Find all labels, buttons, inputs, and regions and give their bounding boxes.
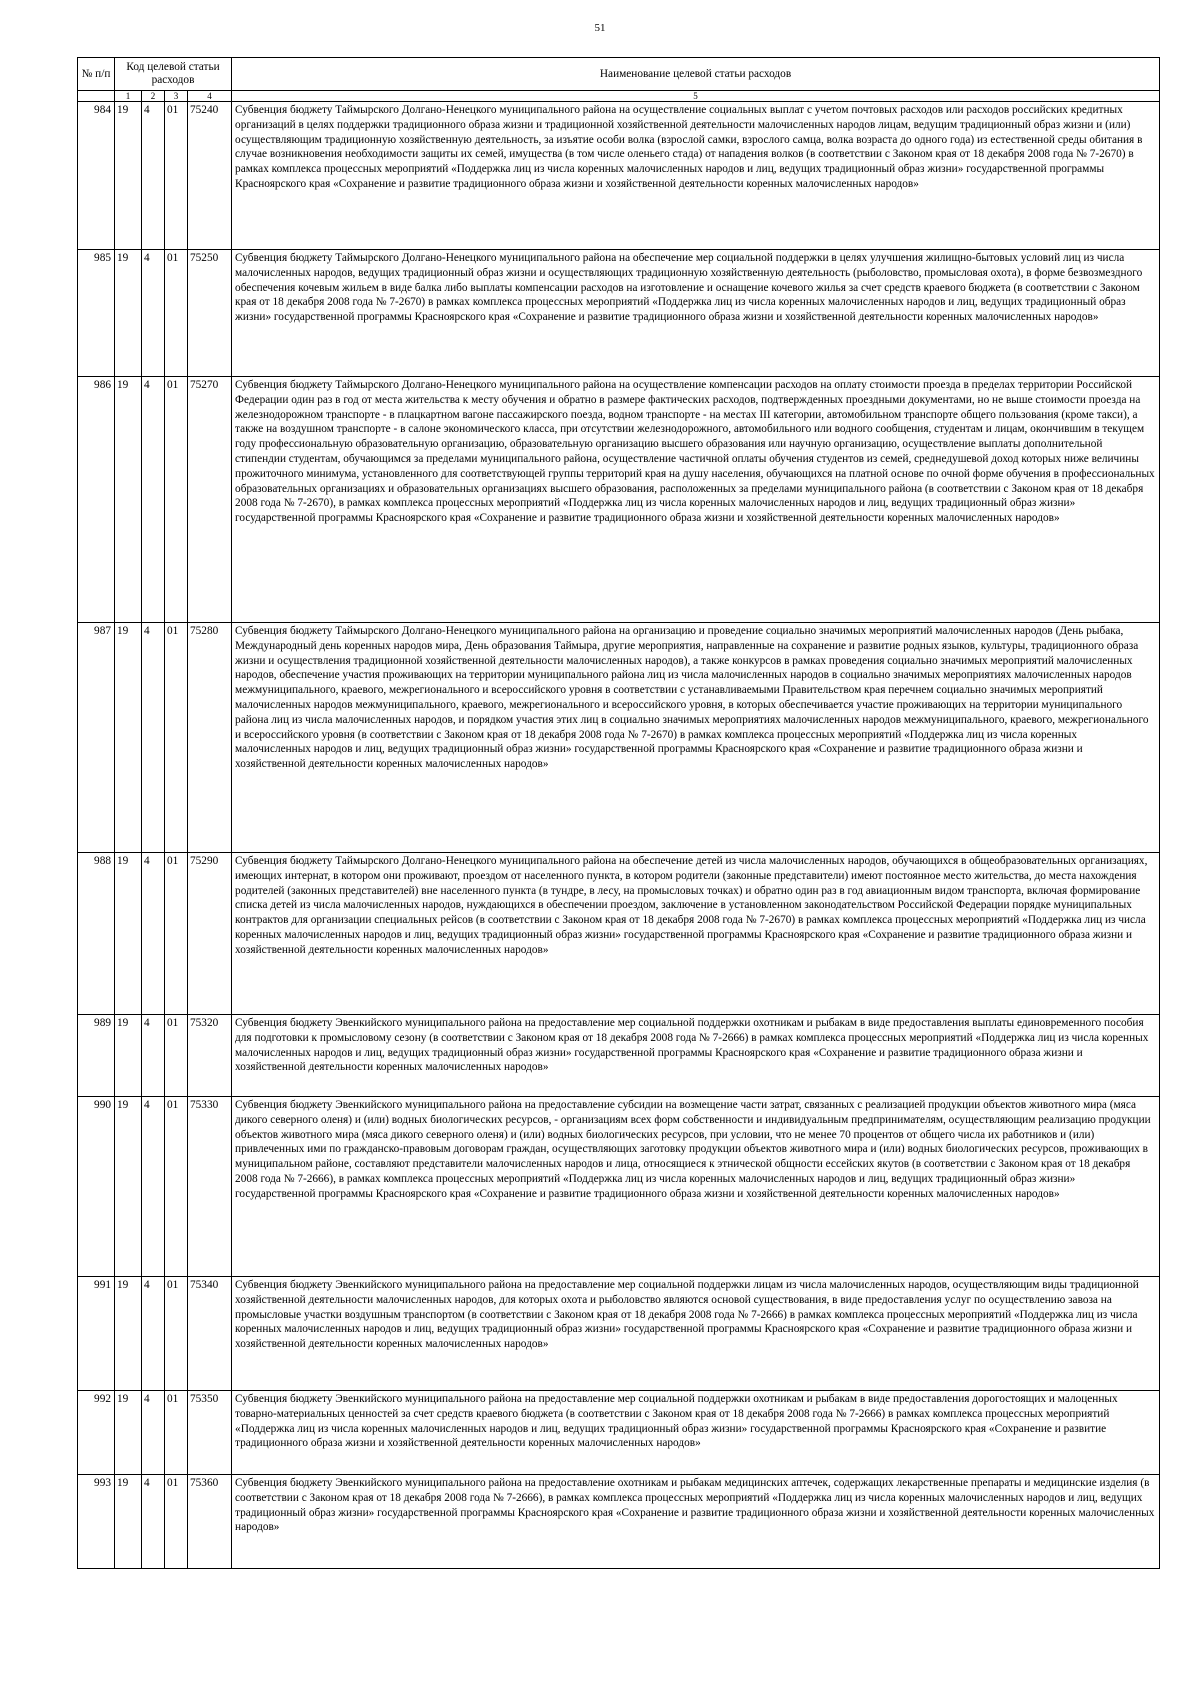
row-number: 987	[78, 623, 115, 853]
row-number: 993	[78, 1475, 115, 1569]
code-program: 19	[115, 1391, 142, 1475]
code-complex: 01	[165, 250, 188, 377]
table-row	[78, 623, 1160, 853]
header-code: Код целевой статьи расходов	[115, 58, 232, 91]
code-type: 4	[142, 1097, 165, 1277]
expense-name: Субвенция бюджету Таймырского Долгано-Ненецкого муниципального района на осуществление социальных выплат с учетом почтовых расходов или расходов российских кредитных организаций в целях поддержки традиционного образа жизни и традиционной хозяйственной деятельности малочисленных народов лицам, ведущим традиционный образ жизни и (или) осуществляющим традиционную хозяйственную деятельность, за изъятие особи волка (взрослой самки, взрослого самца, волка возраста до одного года) из естественной среды обитания в случае возникновения необходимости защиты их семей, имущества (в том числе оленьего стада) от нападения волков (в соответствии с Законом края от 18 декабря 2008 года № 7-2670) в рамках комплекса процессных мероприятий «Поддержка лиц из числа коренных малочисленных народов и лиц, ведущих традиционный образ жизни» государственной программы Красноярского края «Сохранение и развитие традиционного образа жизни и хозяйственной деятельности коренных малочисленных народов»	[232, 102, 1160, 250]
expense-name: Субвенция бюджету Эвенкийского муниципального района на предоставление охотникам и рыбакам медицинских аптечек, содержащих лекарственные препараты и медицинские изделия (в соответствии с Законом края от 18 декабря 2008 года № 7-2666), в рамках комплекса процессных мероприятий «Поддержка лиц из числа коренных малочисленных народов и лиц, ведущих традиционный образ жизни» государственной программы Красноярского края «Сохранение и развитие традиционного образа жизни и хозяйственной деятельности коренных малочисленных народов»	[232, 1475, 1160, 1569]
expense-name: Субвенция бюджету Таймырского Долгано-Ненецкого муниципального района на организацию и проведение социально значимых мероприятий малочисленных народов (День рыбака, Международный день коренных народов мира, День образования Таймыра, другие мероприятия, направленные на сохранение и развитие родных языков, культуры, традиционного образа жизни и осуществления традиционной хозяйственной деятельности малочисленных народов), а также конкурсов в рамках проведения социально значимых мероприятий малочисленных народов, обеспечение участия проживающих на территории муниципального района лиц из числа малочисленных народов в социально значимых мероприятиях малочисленных народов межмуниципального, краевого, межрегионального и всероссийского уровня в соответствии с устанавливаемыми Правительством края перечнем социально значимых мероприятий малочисленных народов межмуниципального, краевого, межрегионального и всероссийского уровня, в которых обеспечивается участие проживающих на территории муниципального района лиц из числа малочисленных народов, и порядком участия этих лиц в социально значимых мероприятиях малочисленных народов межмуниципального, краевого, межрегионального и всероссийского уровня (в соответствии с Законом края от 18 декабря 2008 года № 7-2670) в рамках комплекса процессных мероприятий «Поддержка лиц из числа коренных малочисленных народов и лиц, ведущих традиционный образ жизни» государственной программы Красноярского края «Сохранение и развитие традиционного образа жизни и хозяйственной деятельности коренных малочисленных народов»	[232, 623, 1160, 853]
code-direction: 75250	[188, 250, 232, 377]
budget-table	[77, 57, 1160, 1569]
code-program: 19	[115, 1097, 142, 1277]
code-direction: 75350	[188, 1391, 232, 1475]
code-direction: 75320	[188, 1015, 232, 1097]
column-numbers-row	[78, 91, 1160, 102]
code-complex: 01	[165, 1015, 188, 1097]
row-number: 988	[78, 853, 115, 1015]
code-direction: 75340	[188, 1277, 232, 1391]
code-direction: 75290	[188, 853, 232, 1015]
code-program: 19	[115, 853, 142, 1015]
table-row	[78, 1475, 1160, 1569]
header-num: № п/п	[78, 58, 115, 91]
table-row	[78, 1391, 1160, 1475]
expense-name: Субвенция бюджету Таймырского Долгано-Ненецкого муниципального района на обеспечение детей из числа малочисленных народов, обучающихся в общеобразовательных организациях, имеющих интернат, в котором они проживают, проездом от населенного пункта, в котором родители (законные представители) имеют постоянное место жительства, до места нахождения родителей (законных представителей) вне населенного пункта (в тундре, в лесу, на промысловых точках) и обратно один раз в год авиационным видом транспорта, включая формирование списка детей из числа малочисленных народов, нуждающихся в обеспечении проездом, заключение в установленном законодательством Российской Федерации порядке муниципальных контрактов для организации специальных рейсов (в соответствии с Законом края от 18 декабря 2008 года № 7-2670) в рамках комплекса процессных мероприятий «Поддержка лиц из числа коренных малочисленных народов и лиц, ведущих традиционный образ жизни» государственной программы Красноярского края «Сохранение и развитие традиционного образа жизни и хозяйственной деятельности коренных малочисленных народов»	[232, 853, 1160, 1015]
expense-name: Субвенция бюджету Таймырского Долгано-Ненецкого муниципального района на обеспечение мер социальной поддержки в целях улучшения жилищно-бытовых условий лиц из числа малочисленных народов, ведущих традиционный образ жизни и осуществляющих традиционную хозяйственную деятельность (рыболовство, промысловая охота), в форме безвозмездного обеспечения кочевым жильем в виде балка либо выплаты компенсации расходов на изготовление и оснащение кочевого жилья за счет средств краевого бюджета (в соответствии с Законом края от 18 декабря 2008 года № 7-2670) в рамках комплекса процессных мероприятий «Поддержка лиц из числа коренных малочисленных народов и лиц, ведущих традиционный образ жизни» государственной программы Красноярского края «Сохранение и развитие традиционного образа жизни и хозяйственной деятельности коренных малочисленных народов»	[232, 250, 1160, 377]
code-program: 19	[115, 1475, 142, 1569]
table-row	[78, 377, 1160, 623]
table-row	[78, 853, 1160, 1015]
column-number: 2	[142, 91, 165, 102]
page-number: 51	[594, 22, 606, 34]
code-type: 4	[142, 623, 165, 853]
code-program: 19	[115, 102, 142, 250]
row-number: 984	[78, 102, 115, 250]
row-number: 989	[78, 1015, 115, 1097]
code-program: 19	[115, 377, 142, 623]
code-type: 4	[142, 377, 165, 623]
table-row	[78, 1277, 1160, 1391]
code-type: 4	[142, 102, 165, 250]
code-program: 19	[115, 1277, 142, 1391]
table-row	[78, 1097, 1160, 1277]
code-complex: 01	[165, 853, 188, 1015]
table-row	[78, 1015, 1160, 1097]
code-direction: 75360	[188, 1475, 232, 1569]
row-number: 985	[78, 250, 115, 377]
column-number: 4	[188, 91, 232, 102]
code-direction: 75330	[188, 1097, 232, 1277]
code-direction: 75270	[188, 377, 232, 623]
code-type: 4	[142, 250, 165, 377]
expense-name: Субвенция бюджету Эвенкийского муниципального района на предоставление мер социальной поддержки охотникам и рыбакам в виде предоставления дорогостоящих и малоценных товарно-материальных ценностей за счет средств краевого бюджета (в соответствии с Законом края от 18 декабря 2008 года № 7-2666) в рамках комплекса процессных мероприятий «Поддержка лиц из числа коренных малочисленных народов и лиц, ведущих традиционный образ жизни» государственной программы Красноярского края «Сохранение и развитие традиционного образа жизни и хозяйственной деятельности коренных малочисленных народов»	[232, 1391, 1160, 1475]
code-complex: 01	[165, 623, 188, 853]
row-number: 990	[78, 1097, 115, 1277]
code-type: 4	[142, 1015, 165, 1097]
column-number: 1	[115, 91, 142, 102]
column-number: 3	[165, 91, 188, 102]
row-number: 986	[78, 377, 115, 623]
row-number: 992	[78, 1391, 115, 1475]
column-number: 5	[232, 91, 1160, 102]
code-type: 4	[142, 1277, 165, 1391]
code-program: 19	[115, 250, 142, 377]
expense-name: Субвенция бюджету Эвенкийского муниципального района на предоставление субсидии на возмещение части затрат, связанных с реализацией продукции объектов животного мира (мяса дикого северного оленя) и (или) водных биологических ресурсов, - организациям всех форм собственности и индивидуальным предпринимателям, осуществляющим реализацию продукции объектов животного мира (мяса дикого северного оленя) и (или) водных биологических ресурсов, при условии, что не менее 70 процентов от общего числа их работников и (или) привлеченных ими по гражданско-правовым договорам граждан, осуществляющих заготовку продукции объектов животного мира и (или) водных биологических ресурсов, проживающих в муниципальном районе, составляют представители малочисленных народов и лица, относящиеся к этнической общности ессейских якутов (в соответствии с Законом края от 18 декабря 2008 года № 7-2666), в рамках комплекса процессных мероприятий «Поддержка лиц из числа коренных малочисленных народов и лиц, ведущих традиционный образ жизни» государственной программы Красноярского края «Сохранение и развитие традиционного образа жизни и хозяйственной деятельности коренных малочисленных народов»	[232, 1097, 1160, 1277]
row-number: 991	[78, 1277, 115, 1391]
header-name: Наименование целевой статьи расходов	[232, 58, 1160, 91]
expense-name: Субвенция бюджету Таймырского Долгано-Ненецкого муниципального района на осуществление компенсации расходов на оплату стоимости проезда в пределах территории Российской Федерации один раз в год от места жительства к месту обучения и обратно в размере фактических расходов, подтвержденных проездными документами, но не выше стоимости проезда на железнодорожном транспорте - в плацкартном вагоне пассажирского поезда, водном транспорте - на местах III категории, автомобильном транспорте общего пользования (кроме такси), а также на воздушном транспорте - в салоне экономического класса, при отсутствии железнодорожного, автомобильного или водного сообщения, студентам и лицам, окончившим в текущем году профессиональную образовательную организацию, образовательную организацию высшего образования или научную организацию, осуществление выплаты дополнительной стипендии студентам, обучающимся за пределами муниципального района, осуществление частичной оплаты обучения студентов из семей, среднедушевой доход которых ниже величины прожиточного минимума, установленного для соответствующей группы территорий края на душу населения, обучающихся на платной основе по очной форме обучения в профессиональных образовательных организациях и образовательных организациях высшего образования, расположенных за пределами муниципального района (в соответствии с Законом края от 18 декабря 2008 года № 7-2670), в рамках комплекса процессных мероприятий «Поддержка лиц из числа коренных малочисленных народов и лиц, ведущих традиционный образ жизни» государственной программы Красноярского края «Сохранение и развитие традиционного образа жизни и хозяйственной деятельности коренных малочисленных народов»	[232, 377, 1160, 623]
code-program: 19	[115, 623, 142, 853]
code-complex: 01	[165, 377, 188, 623]
code-complex: 01	[165, 1277, 188, 1391]
code-type: 4	[142, 1475, 165, 1569]
code-complex: 01	[165, 1097, 188, 1277]
code-type: 4	[142, 1391, 165, 1475]
code-type: 4	[142, 853, 165, 1015]
code-direction: 75240	[188, 102, 232, 250]
table-row	[78, 102, 1160, 250]
expense-name: Субвенция бюджету Эвенкийского муниципального района на предоставление мер социальной поддержки охотникам и рыбакам в виде предоставления выплаты единовременного пособия для подготовки к промысловому сезону (в соответствии с Законом края от 18 декабря 2008 года № 7-2666) в рамках комплекса процессных мероприятий «Поддержка лиц из числа коренных малочисленных народов и лиц, ведущих традиционный образ жизни» государственной программы Красноярского края «Сохранение и развитие традиционного образа жизни и хозяйственной деятельности коренных малочисленных народов»	[232, 1015, 1160, 1097]
expense-name: Субвенция бюджету Эвенкийского муниципального района на предоставление мер социальной поддержки лицам из числа малочисленных народов, осуществляющим виды традиционной хозяйственной деятельности малочисленных народов, для которых охота и рыболовство являются основой существования, в виде предоставления услуг по осуществлению завоза на промысловые участки воздушным транспортом (в соответствии с Законом края от 18 декабря 2008 года № 7-2666) в рамках комплекса процессных мероприятий «Поддержка лиц из числа коренных малочисленных народов и лиц, ведущих традиционный образ жизни» государственной программы Красноярского края «Сохранение и развитие традиционного образа жизни и хозяйственной деятельности коренных малочисленных народов»	[232, 1277, 1160, 1391]
column-number-blank	[78, 91, 115, 102]
code-complex: 01	[165, 1475, 188, 1569]
code-complex: 01	[165, 102, 188, 250]
code-complex: 01	[165, 1391, 188, 1475]
code-program: 19	[115, 1015, 142, 1097]
table-row	[78, 250, 1160, 377]
code-direction: 75280	[188, 623, 232, 853]
